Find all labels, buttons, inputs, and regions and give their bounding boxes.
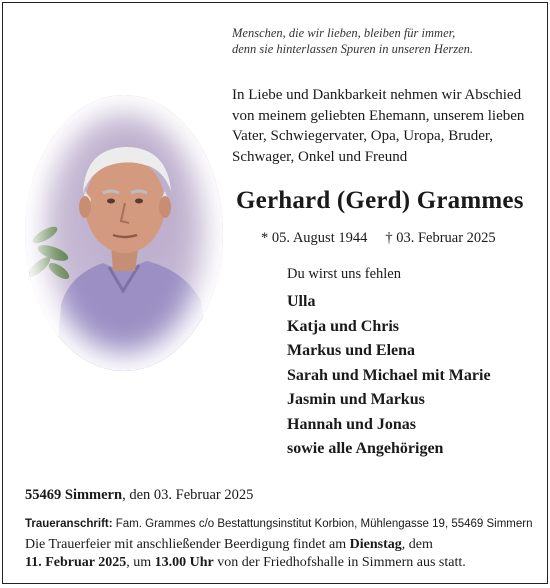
life-dates bbox=[261, 230, 550, 247]
funeral-date: 11. Februar 2025 bbox=[25, 555, 127, 570]
farewell-line: Schwager, Onkel und Freund bbox=[232, 148, 408, 165]
farewell-line: In Liebe und Dankbarkeit nehmen wir Abschied bbox=[232, 87, 522, 103]
mourner-name: Sarah und Michael mit Marie bbox=[287, 366, 491, 384]
date: , den 03. Februar 2025 bbox=[122, 487, 254, 503]
funeral-text: von der Friedhofshalle in Simmern aus statt. bbox=[213, 555, 466, 570]
address-label: Traueranschrift: bbox=[25, 518, 113, 530]
deceased-name: Gerhard (Gerd) Grammes bbox=[236, 187, 524, 214]
memorial-quote bbox=[232, 25, 542, 57]
mourner-name: Markus und Elena bbox=[287, 342, 416, 359]
place-and-date bbox=[25, 487, 253, 504]
quote-line: denn sie hinterlassen Spuren in unseren Herzen. bbox=[232, 42, 474, 56]
mourners-heading: Du wirst uns fehlen bbox=[287, 266, 401, 282]
mourner-name: Ulla bbox=[287, 293, 316, 310]
funeral-text: , dem bbox=[401, 537, 433, 552]
farewell-text bbox=[232, 85, 542, 167]
address-text: Fam. Grammes c/o Bestattungsinstitut Korbion, Mühlengasse 19, 55469 Simmern bbox=[112, 518, 533, 530]
farewell-line: Vater, Schwiegervater, Opa, Uropa, Bruder, bbox=[232, 128, 494, 144]
funeral-info bbox=[25, 536, 540, 572]
farewell-line: von meinem geliebten Ehemann, unserem lieben bbox=[232, 107, 525, 124]
obituary-notice bbox=[2, 2, 548, 584]
portrait-photo bbox=[25, 95, 223, 371]
mourner-name: Jasmin und Markus bbox=[287, 391, 425, 408]
portrait-vignette bbox=[25, 95, 223, 371]
mourner-name: sowie alle Angehörigen bbox=[287, 440, 444, 457]
mourners-list bbox=[287, 290, 547, 462]
funeral-text: , um bbox=[126, 555, 155, 570]
mourner-name: Katja und Chris bbox=[287, 317, 400, 335]
funeral-weekday: Dienstag bbox=[349, 537, 402, 552]
place: 55469 Simmern bbox=[25, 487, 123, 503]
funeral-time: 13.00 Uhr bbox=[154, 555, 214, 570]
mourner-name: Hannah und Jonas bbox=[287, 415, 416, 433]
mourning-address bbox=[25, 518, 545, 530]
quote-line: Menschen, die wir lieben, bleiben für immer, bbox=[232, 26, 456, 40]
death-date: † 03. Februar 2025 bbox=[385, 230, 496, 246]
funeral-text: Die Trauerfeier mit anschließender Beerdigung findet am bbox=[25, 537, 350, 552]
birth-date: * 05. August 1944 bbox=[261, 230, 368, 246]
